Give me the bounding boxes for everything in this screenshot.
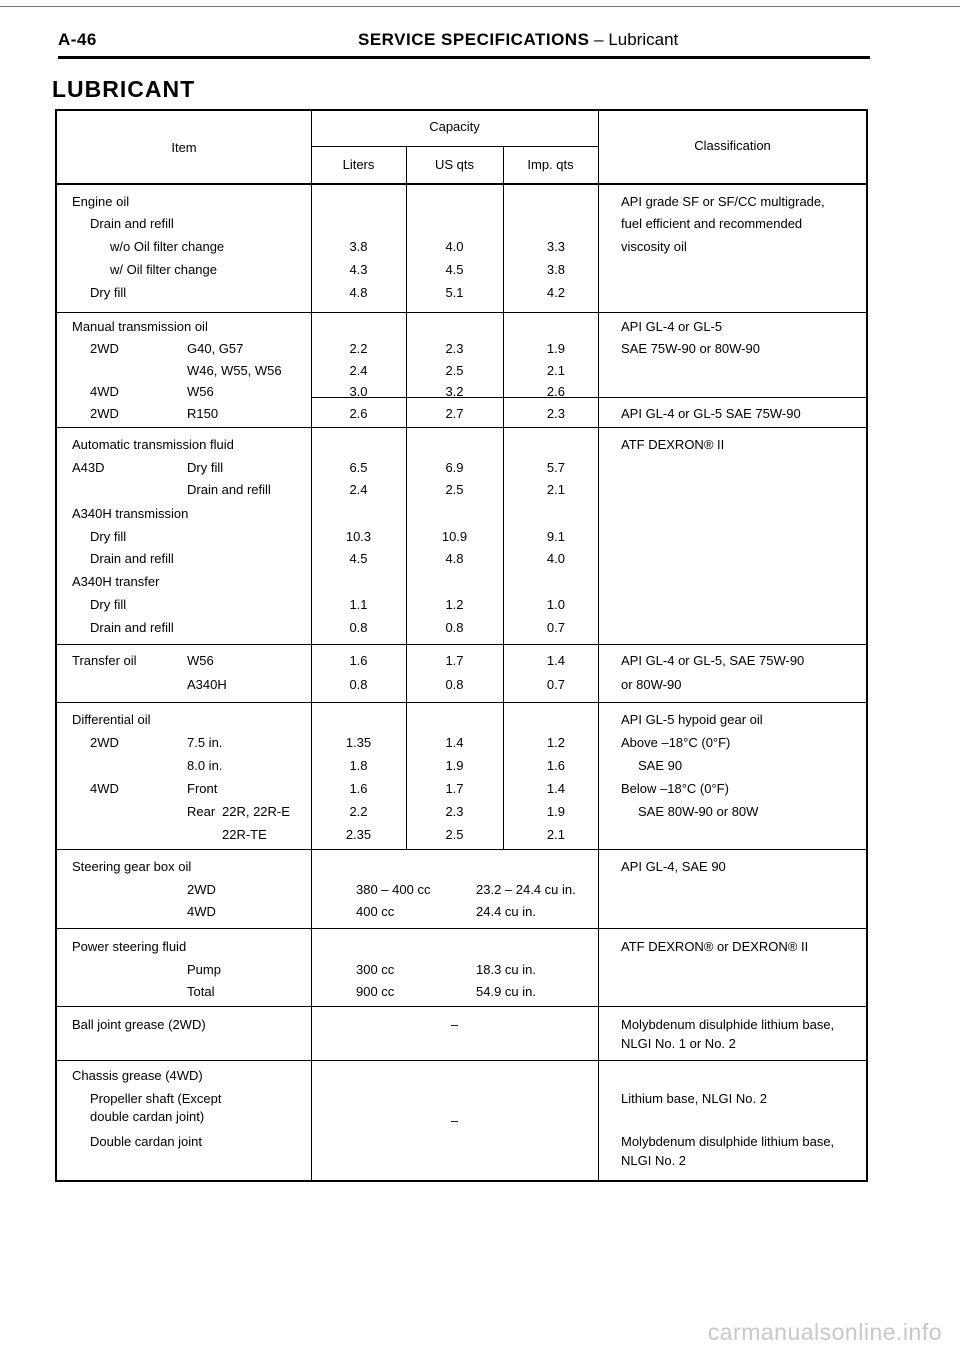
cell-usqts: 2.3 — [445, 804, 464, 819]
cell-impqts: 1.9 — [546, 341, 565, 356]
class-line: API GL-4 or GL-5, SAE 75W-90 — [621, 653, 805, 668]
cell-impqts: 0.7 — [546, 620, 565, 635]
cell-impqts: 3.8 — [546, 262, 565, 277]
cell-impqts: 0.7 — [546, 677, 565, 692]
label-transfer-oil: Transfer oil — [72, 653, 137, 668]
cell-liters: 1.1 — [349, 597, 368, 612]
cell-liters: 0.8 — [349, 677, 368, 692]
label-dry-fill: Dry fill — [187, 460, 224, 475]
cell-impqts: 2.1 — [546, 482, 565, 497]
cell-impqts: 4.0 — [546, 551, 565, 566]
cell-liters: 1.6 — [349, 781, 368, 796]
label-drain-refill: Drain and refill — [90, 551, 174, 566]
cell-cc: 900 cc — [356, 984, 395, 999]
label-steering-gear: Steering gear box oil — [72, 859, 192, 874]
cell-capacity-dash: – — [450, 1113, 459, 1128]
label-propeller-cont: double cardan joint) — [90, 1109, 205, 1124]
label-atf: Automatic transmission fluid — [72, 437, 234, 452]
class-line: API GL-4 or GL-5 SAE 75W-90 — [621, 406, 801, 421]
cell-usqts: 2.3 — [445, 341, 464, 356]
class-line: SAE 90 — [638, 758, 683, 773]
frame-left — [55, 109, 57, 1182]
cell-liters: 1.6 — [349, 653, 368, 668]
label-a340h-transfer: A340H transfer — [72, 574, 160, 589]
sep-balljoint — [55, 1060, 868, 1061]
cell-impqts: 2.3 — [546, 406, 565, 421]
header-classification: Classification — [694, 138, 771, 153]
cell-usqts: 1.2 — [445, 597, 464, 612]
cell-impqts: 1.4 — [546, 781, 565, 796]
class-line: SAE 75W-90 or 80W-90 — [621, 341, 760, 356]
cell-cuin: 23.2 – 24.4 cu in. — [476, 882, 576, 897]
sep-psf — [55, 1006, 868, 1007]
cell-cuin: 54.9 cu in. — [476, 984, 536, 999]
sep-engine — [55, 312, 868, 313]
label-engine-oil: Engine oil — [72, 194, 130, 209]
cell-liters: 1.35 — [345, 735, 372, 750]
label-propeller: Propeller shaft (Except — [90, 1091, 222, 1106]
sep-manual — [55, 427, 868, 428]
class-line: API GL-4, SAE 90 — [621, 859, 726, 874]
cell-usqts: 0.8 — [445, 620, 464, 635]
label-rear: Rear — [187, 804, 216, 819]
class-line: Above –18°C (0°F) — [621, 735, 731, 750]
cell-impqts: 1.6 — [546, 758, 565, 773]
cell-liters: 2.2 — [349, 804, 368, 819]
header-rule — [58, 56, 870, 59]
label-model: G40, G57 — [187, 341, 244, 356]
cell-usqts: 3.2 — [445, 384, 464, 399]
cell-liters: 4.8 — [349, 285, 368, 300]
label-size: 7.5 in. — [187, 735, 223, 750]
label-manual-trans: Manual transmission oil — [72, 319, 208, 334]
label-psf: Power steering fluid — [72, 939, 187, 954]
label-drive: 2WD — [90, 341, 119, 356]
cell-impqts: 2.6 — [546, 384, 565, 399]
watermark: carmanualsonline.info — [707, 1319, 942, 1345]
cell-impqts: 5.7 — [546, 460, 565, 475]
label-chassis-grease: Chassis grease (4WD) — [72, 1068, 203, 1083]
label-w56: W56 — [187, 653, 214, 668]
cell-usqts: 1.7 — [445, 781, 464, 796]
cell-usqts: 4.8 — [445, 551, 464, 566]
cell-liters: 2.2 — [349, 341, 368, 356]
label-drive: 4WD — [90, 781, 119, 796]
cell-usqts: 10.9 — [441, 529, 468, 544]
label-drain-refill: Drain and refill — [187, 482, 271, 497]
label-drive: 2WD — [90, 735, 119, 750]
cell-liters: 2.35 — [345, 827, 372, 842]
sep-diff — [55, 849, 868, 850]
cell-impqts: 2.1 — [546, 363, 565, 378]
cell-capacity-dash: – — [450, 1017, 459, 1032]
class-line: Below –18°C (0°F) — [621, 781, 729, 796]
cell-liters: 0.8 — [349, 620, 368, 635]
class-line: Molybdenum disulphide lithium base, — [621, 1134, 835, 1149]
cell-usqts: 4.5 — [445, 262, 464, 277]
class-line: Lithium base, NLGI No. 2 — [621, 1091, 767, 1106]
cell-liters: 2.4 — [349, 363, 368, 378]
frame-top — [55, 109, 868, 111]
header-impqts: Imp. qts — [527, 157, 574, 172]
section-title: SERVICE SPECIFICATIONS – Lubricant — [358, 30, 679, 49]
cell-impqts: 1.2 — [546, 735, 565, 750]
class-line: API GL-5 hypoid gear oil — [621, 712, 763, 727]
label-model: W46, W55, W56 — [187, 363, 282, 378]
label-drive: 2WD — [187, 882, 216, 897]
class-line: fuel efficient and recommended — [621, 216, 803, 231]
cell-liters: 3.0 — [349, 384, 368, 399]
cell-impqts: 2.1 — [546, 827, 565, 842]
label-wo-filter: w/o Oil filter change — [110, 239, 225, 254]
cell-impqts: 1.0 — [546, 597, 565, 612]
label-dry-fill: Dry fill — [90, 285, 127, 300]
cell-usqts: 2.5 — [445, 482, 464, 497]
frame-right — [866, 109, 868, 1182]
cell-liters: 6.5 — [349, 460, 368, 475]
label-size: 8.0 in. — [187, 758, 223, 773]
class-line: API grade SF or SF/CC multigrade, — [621, 194, 825, 209]
header-liters: Liters — [342, 157, 375, 172]
cell-cuin: 18.3 cu in. — [476, 962, 536, 977]
page-number: A-46 — [58, 30, 97, 49]
label-drive: 4WD — [90, 384, 119, 399]
cell-usqts: 2.5 — [445, 827, 464, 842]
label-drain-refill: Drain and refill — [90, 216, 174, 231]
sep-atf — [55, 644, 868, 645]
label-front: Front — [187, 781, 218, 796]
class-line: ATF DEXRON® II — [621, 437, 725, 452]
sep-transfer — [55, 702, 868, 703]
class-line: Molybdenum disulphide lithium base, — [621, 1017, 835, 1032]
label-model: R150 — [187, 406, 219, 421]
label-total: Total — [187, 984, 215, 999]
class-line: SAE 80W-90 or 80W — [638, 804, 759, 819]
cell-usqts: 1.9 — [445, 758, 464, 773]
cell-liters: 4.3 — [349, 262, 368, 277]
header-bottom-line — [55, 183, 868, 185]
label-ball-joint: Ball joint grease (2WD) — [72, 1017, 206, 1032]
cell-usqts: 1.4 — [445, 735, 464, 750]
label-a340h-trans: A340H transmission — [72, 506, 189, 521]
label-a340h: A340H — [187, 677, 227, 692]
label-dry-fill: Dry fill — [90, 529, 127, 544]
cell-cuin: 24.4 cu in. — [476, 904, 536, 919]
cell-liters: 2.6 — [349, 406, 368, 421]
label-a43d: A43D — [72, 460, 105, 475]
cell-impqts: 1.4 — [546, 653, 565, 668]
cell-cc: 400 cc — [356, 904, 395, 919]
page-title: LUBRICANT — [52, 76, 196, 102]
label-drive: 4WD — [187, 904, 216, 919]
class-line: NLGI No. 1 or No. 2 — [621, 1036, 736, 1051]
label-drive: 2WD — [90, 406, 119, 421]
top-border-line — [0, 6, 960, 7]
cell-liters: 10.3 — [345, 529, 372, 544]
cell-cc: 380 – 400 cc — [356, 882, 431, 897]
cell-usqts: 0.8 — [445, 677, 464, 692]
label-drain-refill: Drain and refill — [90, 620, 174, 635]
cell-impqts: 9.1 — [546, 529, 565, 544]
label-diff-oil: Differential oil — [72, 712, 151, 727]
cell-impqts: 1.9 — [546, 804, 565, 819]
capacity-subheader-line — [311, 146, 598, 147]
frame-bottom — [55, 1180, 868, 1182]
cell-liters: 4.5 — [349, 551, 368, 566]
class-line: NLGI No. 2 — [621, 1153, 687, 1168]
label-model: W56 — [187, 384, 214, 399]
sep-steering — [55, 928, 868, 929]
cell-liters: 3.8 — [349, 239, 368, 254]
class-line: ATF DEXRON® or DEXRON® II — [621, 939, 809, 954]
label-w-filter: w/ Oil filter change — [110, 262, 217, 277]
cell-usqts: 2.5 — [445, 363, 464, 378]
cell-liters: 2.4 — [349, 482, 368, 497]
label-dry-fill: Dry fill — [90, 597, 127, 612]
cell-usqts: 5.1 — [445, 285, 464, 300]
page-header — [58, 30, 679, 50]
label-pump: Pump — [187, 962, 221, 977]
label-engine-code: 22R, 22R-E — [222, 804, 290, 819]
cell-impqts: 4.2 — [546, 285, 565, 300]
cell-liters: 1.8 — [349, 758, 368, 773]
cell-impqts: 3.3 — [546, 239, 565, 254]
cell-usqts: 4.0 — [445, 239, 464, 254]
cell-usqts: 2.7 — [445, 406, 464, 421]
header-capacity: Capacity — [429, 119, 480, 134]
class-line: or 80W-90 — [621, 677, 682, 692]
col-line-4 — [598, 109, 599, 1182]
label-engine-code: 22R-TE — [222, 827, 267, 842]
cell-usqts: 1.7 — [445, 653, 464, 668]
class-line: viscosity oil — [621, 239, 687, 254]
cell-cc: 300 cc — [356, 962, 395, 977]
header-usqts: US qts — [434, 157, 474, 172]
header-item: Item — [171, 140, 197, 155]
class-line: API GL-4 or GL-5 — [621, 319, 723, 334]
label-double-cardan: Double cardan joint — [90, 1134, 203, 1149]
cell-usqts: 6.9 — [445, 460, 464, 475]
